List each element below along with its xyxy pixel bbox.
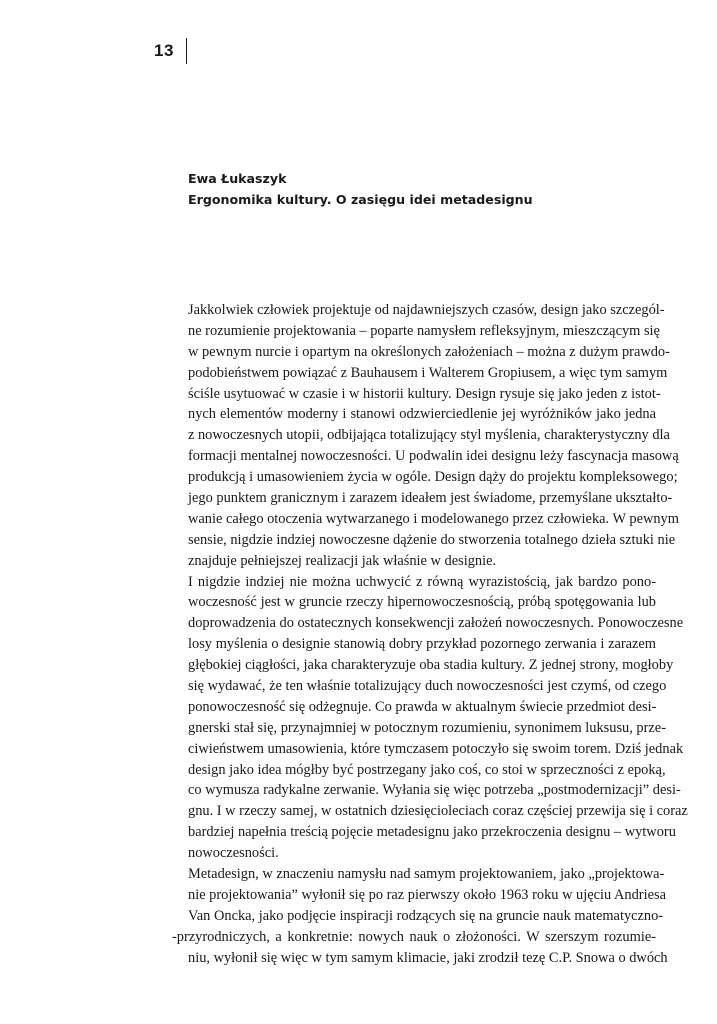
text-line: ściśle usytuować w czasie i w historii kultury. Design rysuje się jako jeden z istot- [188,385,661,402]
text-line: Jakkolwiek człowiek projektuje od najdawniejszych czasów, design jako szczegól- [188,302,665,318]
text-line: się wydawać, że ten właśnie totalizujący duch nowoczesności jest czymś, od czego [188,678,667,695]
text-line: głębokiej ciągłości, jaka charakteryzuje oba stadia kultury. Z jednej strony, mogłoby [188,657,674,674]
text-line: ponowoczesność się odżegnuje. Co prawda w aktualnym świecie przedmiot desi- [188,698,657,715]
page-number-divider [186,38,187,64]
text-line: co wymusza radykalne zerwanie. Wyłania się więc potrzeba „postmodernizacji” desi- [188,782,681,799]
page-number: 13 [154,41,174,60]
body-text [172,300,688,969]
text-line: doprowadzenia do ostatecznych konsekwencji założeń nowoczesnych. Ponowoczesne [188,615,684,632]
text-line: gnu. I w rzeczy samej, w ostatnich dziesięcioleciach coraz częściej przewija się i coraz [188,803,688,820]
text-line: w pewnym nurcie i opartym na określonych założeniach – można z dużym prawdo- [188,343,670,360]
text-line: nowoczesności. [188,845,279,862]
author-name: Ewa Łukaszyk [188,171,287,186]
text-line: produkcją i umasowieniem życia w ogóle. Design dąży do projektu kompleksowego; [188,469,678,486]
text-line: bardziej napełnia treścią pojęcie metadesignu jako przekroczenia designu – wytworu [188,824,676,841]
text-line: ne rozumienie projektowania – poparte namysłem refleksyjnym, mieszczącym się [188,322,660,339]
text-line: Metadesign, w znaczeniu namysłu nad samym projektowaniem, jako „projektowa- [188,866,665,883]
text-line: formacji mentalnej nowoczesności. U podwalin idei designu leży fascynacja masową [188,448,679,465]
article-title: Ergonomika kultury. O zasięgu idei metadesignu [188,192,533,207]
text-line: sensie, nigdzie indziej nowoczesne dążenie do stworzenia totalnego dzieła sztuki nie [188,531,676,548]
text-line: niu, wyłonił się więc w tym samym klimacie, jaki zrodził tezę C.P. Snowa o dwóch [188,949,668,966]
article-header [188,168,658,210]
text-line: I nigdzie indziej nie można uchwycić z równą wyrazistością, jak bardzo pono- [188,573,656,590]
text-line: design jako idea mógłby być postrzegany jako coś, co stoi w sprzeczności z epoką, [188,761,666,778]
text-line: wanie całego otoczenia wytwarzanego i modelowanego przez człowieka. W pewnym [188,510,679,527]
text-line: ciwieństwem umasowienia, które tymczasem potoczyło się swoim torem. Dziś jednak [188,740,684,757]
text-line: -przyrodniczych, a konkretnie: nowych nauk o złożoności. W szerszym rozumie- [172,928,656,945]
text-line: gnerski stał się, przynajmniej w potocznym rozumieniu, synonimem luksusu, prze- [188,719,666,736]
text-line: znajduje pełniejszej realizacji jak właśnie w designie. [188,552,497,569]
text-line: jego punktem granicznym i zarazem ideałem jest świadome, przemyślane ukształto- [188,490,673,507]
text-line: nych elementów moderny i stanowi odzwierciedlenie jej wyróżników jako jedna [188,406,656,423]
text-line: nie projektowania” wyłonił się po raz pierwszy około 1963 roku w ujęciu Andriesa [188,886,666,903]
text-line: podobieństwem powiązać z Bauhausem i Walterem Gropiusem, a więc tym samym [188,364,668,381]
text-line: woczesność jest w gruncie rzeczy hipernowoczesnością, próbą spotęgowania lub [188,594,656,611]
text-line: losy myślenia o designie stanowią dobry przykład pozornego zerwania i zarazem [188,636,656,653]
text-line: Van Oncka, jako podjęcie inspiracji rodzących się na gruncie nauk matematyczno- [188,907,664,924]
text-line: z nowoczesnych utopii, odbijająca totalizujący styl myślenia, charakterystyczny dla [188,427,670,444]
